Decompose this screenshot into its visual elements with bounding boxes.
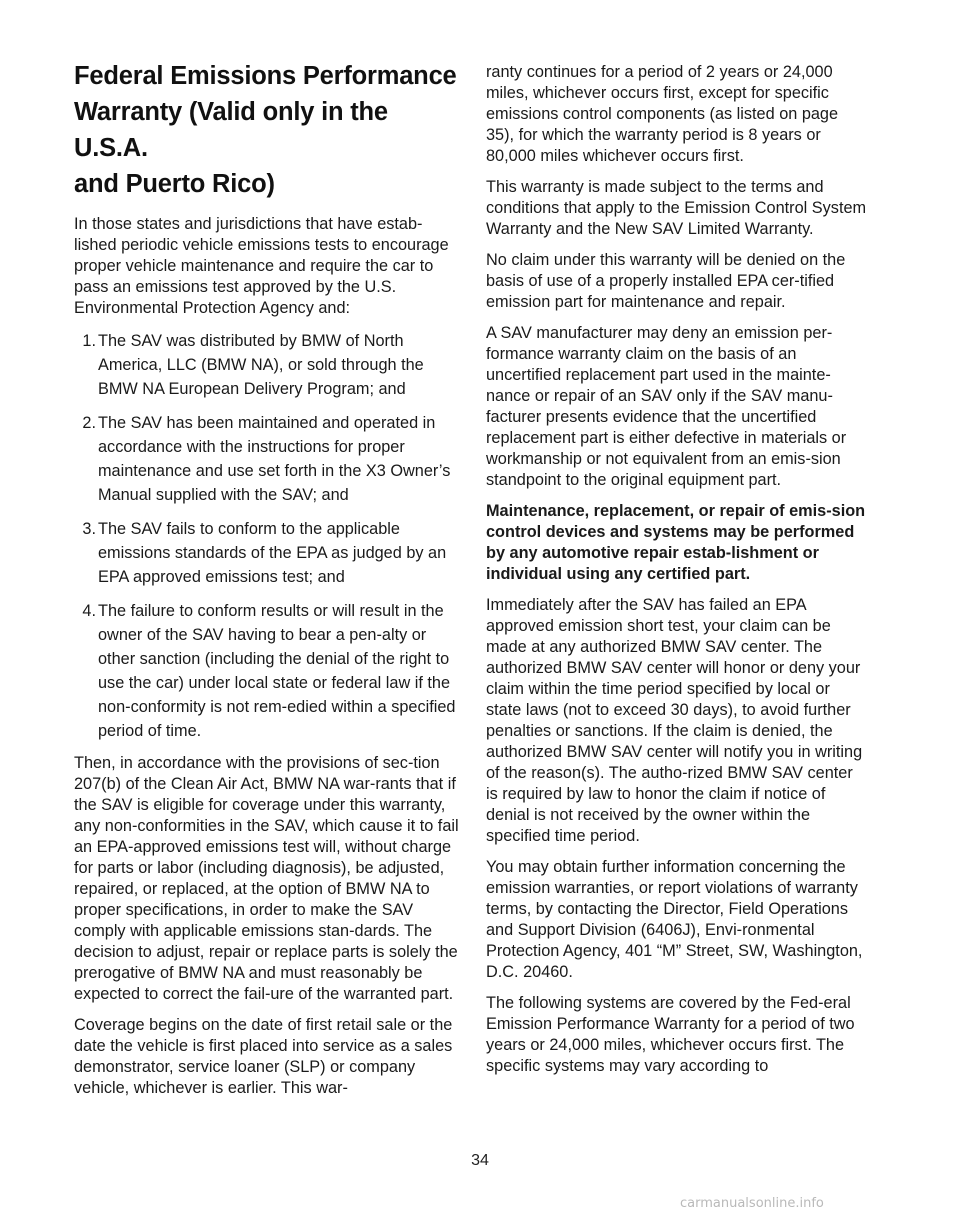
condition-text: The SAV has been maintained and operated in accordance with the instructions for proper maintenance and use set forth in the X3 Owner’s Manual supplied with the SAV; and	[98, 414, 451, 504]
condition-item	[74, 599, 464, 743]
left-column	[74, 58, 464, 1109]
bold-maintenance-paragraph: Maintenance, replacement, or repair of emis-sion control devices and systems may be performed by any automotive repair estab-lishment or individual using any certified part.	[486, 502, 866, 583]
manufacturer-paragraph: A SAV manufacturer may deny an emission per-formance warranty claim on the basis of an uncertified replacement part used in the mainte-nance or repair of an SAV only if the SAV manu-facturer presents evidence that the uncertified replacement part is either defective in materials or workmanship or not equivalent from an emis-sion standpoint to the original equipment part.	[486, 324, 847, 489]
continuation-paragraph: ranty continues for a period of 2 years or 24,000 miles, whichever occurs first, except for specific emissions control components (as listed on page 35), for which the warranty period is 8 years or 80,000 miles whichever occurs first.	[486, 63, 839, 165]
page-number: 34	[471, 1152, 489, 1169]
condition-text: The SAV was distributed by BMW of North America, LLC (BMW NA), or sold through the BMW NA European Delivery Program; and	[98, 332, 424, 398]
title-line-1: Federal Emissions Performance	[74, 62, 457, 90]
condition-text: The failure to conform results or will result in the owner of the SAV having to bear a pen-alty or other sanction (including the denial of the right to use the car) under local state or federal law if the non-conformity is not rem-edied within a specified period of time.	[98, 602, 456, 740]
coverage-paragraph: Coverage begins on the date of first retail sale or the date the vehicle is first placed into service as a sales demonstrator, service loaner (SLP) or company vehicle, whichever is earlier. This war-	[74, 1016, 453, 1097]
systems-paragraph: The following systems are covered by the Fed-eral Emission Performance Warranty for a period of two years or 24,000 miles, whichever occurs first. The specific systems may vary according to	[486, 994, 855, 1075]
condition-item	[74, 517, 464, 589]
subject-paragraph: This warranty is made subject to the terms and conditions that apply to the Emission Control System Warranty and the New SAV Limited Warranty.	[486, 178, 867, 238]
condition-item	[74, 411, 464, 507]
conditions-list	[74, 329, 464, 743]
right-column	[486, 62, 868, 1087]
page-title	[74, 58, 464, 202]
immediately-paragraph: Immediately after the SAV has failed an EPA approved emission short test, your claim can be made at any authorized BMW SAV center. The authorized BMW SAV center will honor or deny your claim within the time period specified by local or state laws (not to exceed 30 days), to avoid further penalties or sanctions. If the claim is denied, the authorized BMW SAV center will notify you in writing of the reason(s). The autho-rized BMW SAV center is required by law to honor the claim if notice of denial is not received by the owner within the specified time period.	[486, 596, 863, 845]
intro-paragraph: In those states and jurisdictions that have estab-lished periodic vehicle emissions tests to encourage proper vehicle maintenance and require the car to pass an emissions test approved by the U.S. Environmental Protection Agency and:	[74, 215, 449, 317]
condition-text: The SAV fails to conform to the applicable emissions standards of the EPA as judged by an EPA approved emissions test; and	[98, 520, 447, 586]
condition-item	[74, 329, 464, 401]
then-paragraph: Then, in accordance with the provisions of sec-tion 207(b) of the Clean Air Act, BMW NA war-rants that if the SAV is eligible for coverage under this warranty, any non-conformities in the SAV, which cause it to fail an EPA-approved emissions test will, without charge for parts or labor (including diagnosis), be adjusted, repaired, or replaced, at the option of BMW NA to proper specifications, in order to make the SAV comply with applicable emissions stan-dards. The decision to adjust, repair or replace parts is solely the prerogative of BMW NA and must reasonably be expected to correct the fail-ure of the warranted part.	[74, 754, 459, 1003]
watermark: carmanualsonline.info	[680, 1196, 824, 1211]
condition-number: 1 .	[74, 329, 96, 353]
condition-number: 4 .	[74, 599, 96, 623]
title-line-2: Warranty (Valid only in the U.S.A.	[74, 98, 388, 162]
no-claim-paragraph: No claim under this warranty will be denied on the basis of use of a properly installed EPA cer-tified emission part for maintenance and repair.	[486, 251, 846, 311]
condition-number: 3 .	[74, 517, 96, 541]
obtain-info-paragraph: You may obtain further information concerning the emission warranties, or report violations of warranty terms, by contacting the Director, Field Operations and Support Division (6406J), Envi-ronmental Protection Agency, 401 “M” Street, SW, Washington, D.C. 20460.	[486, 858, 863, 981]
title-line-3: and Puerto Rico)	[74, 170, 275, 198]
condition-number: 2 .	[74, 411, 96, 435]
